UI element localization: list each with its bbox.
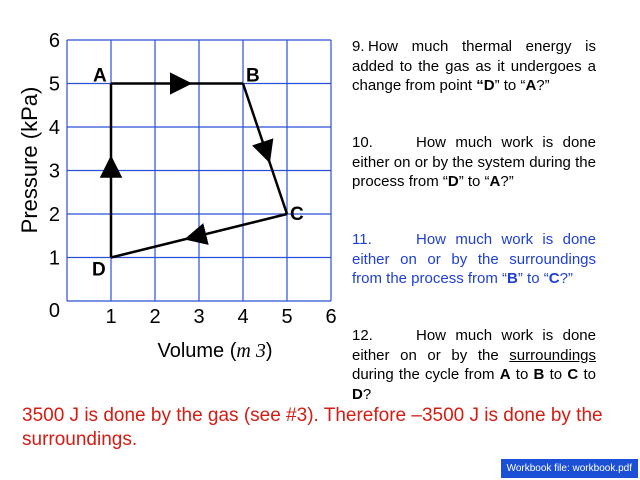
question-text: during the cycle from xyxy=(352,366,500,383)
question-number: 11. xyxy=(352,231,372,248)
question-text: C xyxy=(567,366,579,383)
question-text: A xyxy=(525,77,537,94)
question-12 xyxy=(352,326,596,404)
question-text: ” to “ xyxy=(517,270,549,287)
x-tick-label: 2 xyxy=(149,306,161,328)
question-text: How much thermal energy is added to the gas as it undergoes a change from point xyxy=(352,38,596,94)
answer-text: 3500 J is done by the gas (see #3). Therefore –3500 J is done by the surroundings. xyxy=(22,405,603,450)
question-11 xyxy=(352,230,596,289)
y-tick-label: 4 xyxy=(48,117,60,139)
question-text: How much work is done either on or by the surroundings from the process from “ xyxy=(352,231,596,287)
x-axis-label-close: ) xyxy=(265,340,273,362)
pv-diagram xyxy=(0,0,340,400)
question-text: surroundings xyxy=(509,346,596,364)
question-number: 9. xyxy=(352,38,365,55)
workbook-file-link[interactable]: Workbook file: workbook.pdf xyxy=(501,459,638,478)
point-label-d: D xyxy=(92,259,106,281)
question-text: C xyxy=(548,270,560,287)
point-label-b: B xyxy=(246,65,260,87)
question-text: to xyxy=(578,366,596,383)
question-9 xyxy=(352,37,596,96)
question-number: 12. xyxy=(352,327,373,344)
question-text: D xyxy=(352,385,363,403)
question-text: How much work is done either on or by the system during the process from “ xyxy=(352,134,596,190)
x-axis-label xyxy=(157,340,272,362)
question-number: 10. xyxy=(352,134,373,151)
question-text: ?” xyxy=(536,77,550,94)
arrow-C-D xyxy=(195,235,203,237)
x-tick-label: 6 xyxy=(325,306,337,328)
point-label-c: C xyxy=(290,204,304,225)
x-axis-label-text: Volume ( xyxy=(157,340,237,362)
question-text: B xyxy=(533,366,545,383)
y-tick-label: 1 xyxy=(48,247,60,270)
arrow-B-C xyxy=(264,145,267,153)
question-text: B xyxy=(507,270,518,287)
x-axis-label-unit: m 3 xyxy=(236,340,266,362)
y-tick-label: 3 xyxy=(48,160,60,183)
y-tick-label: 2 xyxy=(48,204,60,226)
y-axis-label: Pressure (kPa) xyxy=(17,86,42,234)
x-tick-label: 5 xyxy=(281,306,293,328)
x-tick-label: 1 xyxy=(105,306,117,328)
origin-label: 0 xyxy=(48,300,60,322)
x-tick-label: 4 xyxy=(237,306,249,328)
question-text: D xyxy=(447,173,459,190)
question-text: ” to “ xyxy=(458,173,490,190)
question-text: ? xyxy=(362,385,372,403)
question-text: to xyxy=(510,366,534,383)
y-tick-label: 6 xyxy=(48,30,60,52)
y-tick-label: 5 xyxy=(48,73,60,96)
question-text: A xyxy=(499,366,511,383)
point-label-a: A xyxy=(93,65,107,87)
question-10 xyxy=(352,133,596,192)
question-text: A xyxy=(489,173,501,190)
question-text: How much work is done either on or by the xyxy=(352,327,596,364)
question-text: ?” xyxy=(500,173,514,190)
x-tick-label: 3 xyxy=(193,306,205,328)
question-text: “D xyxy=(476,77,495,94)
question-text: ?” xyxy=(559,270,573,287)
question-text: ” to “ xyxy=(494,77,526,94)
question-text: to xyxy=(544,366,568,383)
